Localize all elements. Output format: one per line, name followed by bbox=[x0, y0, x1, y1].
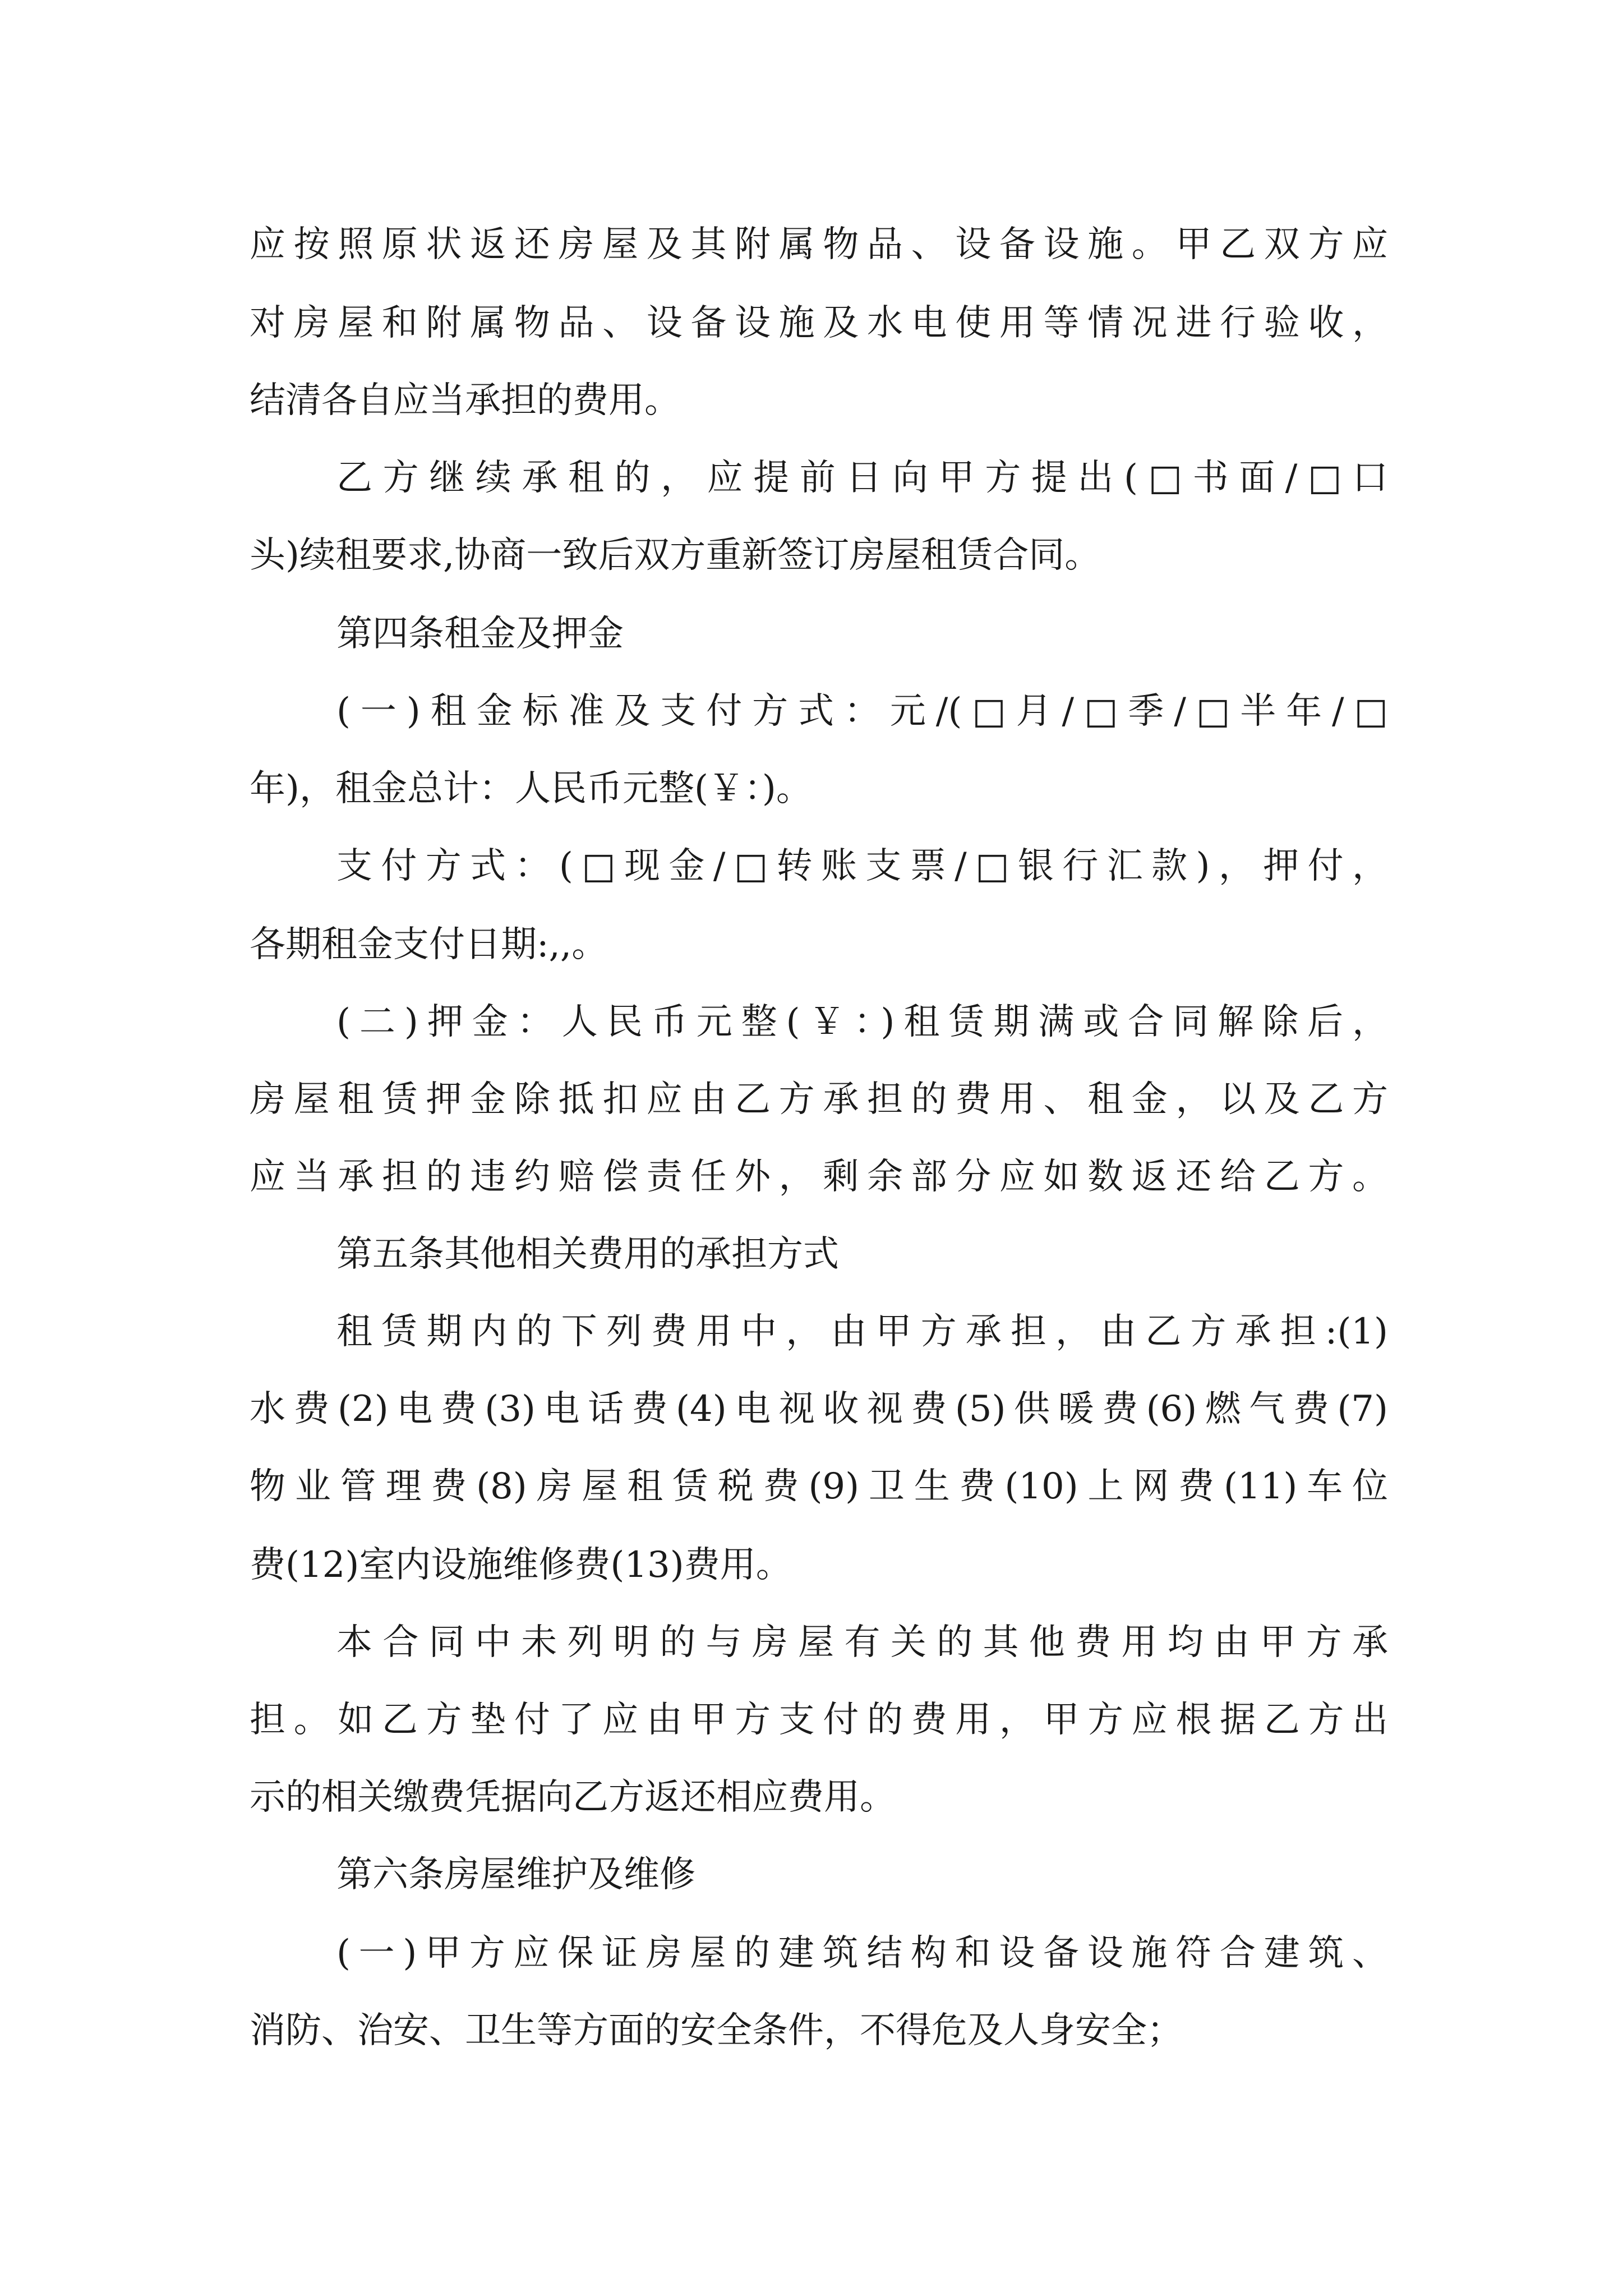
paragraph-line: 结清各自应当承担的费用。 bbox=[250, 380, 680, 421]
paragraph-line: 乙方继续承租的，应提前日向甲方提出(□书面/□口 bbox=[336, 457, 1388, 499]
paragraph-line: (一)租金标准及支付方式：元/(□月/□季/□半年/□ bbox=[336, 691, 1388, 732]
paragraph-line: 头)续租要求,协商一致后双方重新签订房屋租赁合同。 bbox=[250, 535, 1101, 576]
paragraph-line: 本合同中未列明的与房屋有关的其他费用均由甲方承 bbox=[336, 1622, 1388, 1663]
paragraph-line: (二)押金：人民币元整(￥：)租赁期满或合同解除后， bbox=[336, 1001, 1388, 1043]
paragraph-line: 费(12)室内设施维修费(13)费用。 bbox=[250, 1544, 792, 1586]
paragraph-line: 对房屋和附属物品、设备设施及水电使用等情况进行验收， bbox=[250, 302, 1388, 344]
section-heading: 第六条房屋维护及维修 bbox=[336, 1854, 695, 1895]
section-heading: 第五条其他相关费用的承担方式 bbox=[336, 1234, 839, 1275]
paragraph-line: 年)，租金总计：人民币元整(￥：)。 bbox=[250, 768, 812, 809]
paragraph-line: 租赁期内的下列费用中，由甲方承担，由乙方承担:(1) bbox=[336, 1311, 1388, 1352]
paragraph-line: 房屋租赁押金除抵扣应由乙方承担的费用、租金，以及乙方 bbox=[250, 1079, 1388, 1120]
paragraph-line: 水费(2)电费(3)电话费(4)电视收视费(5)供暖费(6)燃气费(7) bbox=[250, 1388, 1388, 1430]
paragraph-line: 担。如乙方垫付了应由甲方支付的费用，甲方应根据乙方出 bbox=[250, 1699, 1388, 1741]
paragraph-line: 示的相关缴费凭据向乙方返还相应费用。 bbox=[250, 1777, 896, 1818]
section-heading: 第四条租金及押金 bbox=[336, 613, 624, 655]
paragraph-line: 物业管理费(8)房屋租赁税费(9)卫生费(10)上网费(11)车位 bbox=[250, 1466, 1388, 1507]
paragraph-line: 支付方式：(□现金/□转账支票/□银行汇款)，押付， bbox=[336, 845, 1388, 887]
paragraph-line: 各期租金支付日期:,,。 bbox=[250, 924, 608, 965]
paragraph-line: 应按照原状返还房屋及其附属物品、设备设施。甲乙双方应 bbox=[250, 224, 1388, 265]
paragraph-line: 消防、治安、卫生等方面的安全条件，不得危及人身安全； bbox=[250, 2010, 1183, 2051]
paragraph-line: 应当承担的违约赔偿责任外，剩余部分应如数返还给乙方。 bbox=[250, 1156, 1388, 1198]
paragraph-line: (一)甲方应保证房屋的建筑结构和设备设施符合建筑、 bbox=[336, 1932, 1388, 1974]
